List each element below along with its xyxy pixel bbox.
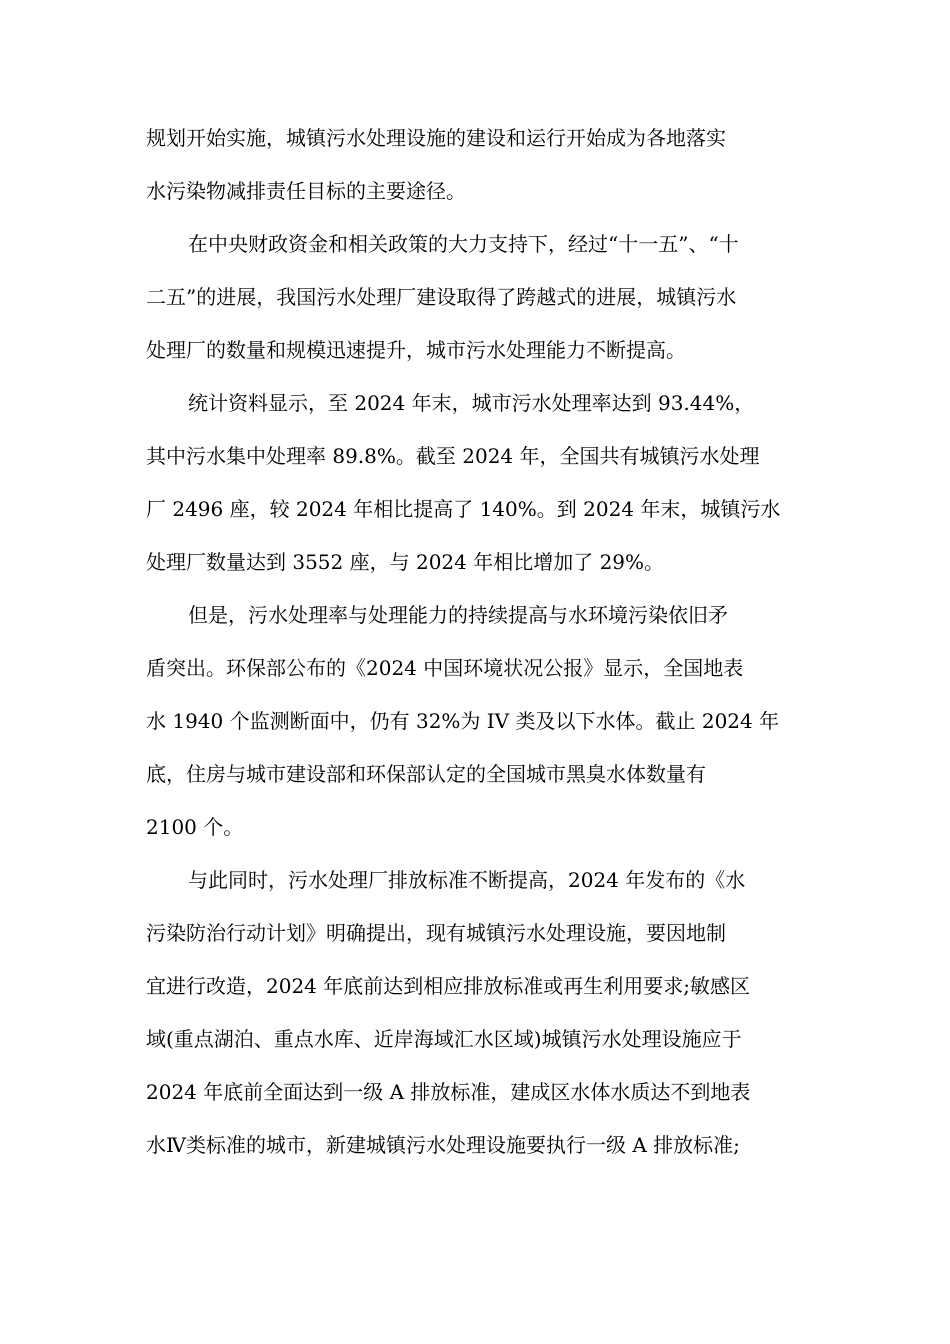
text-line: 在中央财政资金和相关政策的大力支持下，经过“十一五”、“十 (188, 232, 739, 256)
paragraph-1 (146, 112, 810, 218)
text-line: 二五”的进展，我国污水处理厂建设取得了跨越式的进展，城镇污水 (146, 285, 737, 309)
document-body (146, 112, 810, 1172)
paragraph-2 (146, 218, 810, 377)
text-line: 统计资料显示，至 2024 年末，城市污水处理率达到 93.44%， (188, 391, 755, 415)
text-line: 其中污水集中处理率 89.8%。截至 2024 年，全国共有城镇污水处理 (146, 444, 760, 468)
text-line: 但是，污水处理率与处理能力的持续提高与水环境污染依旧矛 (188, 603, 728, 627)
text-line: 域(重点湖泊、重点水库、近岸海域汇水区域)城镇污水处理设施应于 (146, 1027, 742, 1051)
text-line: 污染防治行动计划》明确提出，现有城镇污水处理设施，要因地制 (146, 921, 726, 945)
text-line: 盾突出。环保部公布的《2024 中国环境状况公报》显示，全国地表 (146, 656, 744, 680)
text-line: 处理厂数量达到 3552 座，与 2024 年相比增加了 29%。 (146, 550, 665, 574)
text-line: 水污染物减排责任目标的主要途径。 (146, 179, 466, 203)
text-line: 处理厂的数量和规模迅速提升，城市污水处理能力不断提高。 (146, 338, 686, 362)
text-line: 2100 个。 (146, 815, 244, 839)
text-line: 与此同时，污水处理厂排放标准不断提高，2024 年发布的《水 (188, 868, 746, 892)
text-line: 水 1940 个监测断面中，仍有 32%为 IV 类及以下水体。截止 2024 年 (146, 709, 780, 733)
text-line: 厂 2496 座，较 2024 年相比提高了 140%。到 2024 年末，城镇污水 (146, 497, 781, 521)
paragraph-4 (146, 589, 810, 854)
text-line: 水Ⅳ类标准的城市，新建城镇污水处理设施要执行一级 A 排放标准; (146, 1133, 740, 1157)
paragraph-5 (146, 854, 810, 1172)
text-line: 规划开始实施，城镇污水处理设施的建设和运行开始成为各地落实 (146, 126, 726, 150)
text-line: 宜进行改造，2024 年底前达到相应排放标准或再生利用要求;敏感区 (146, 974, 750, 998)
text-line: 2024 年底前全面达到一级 A 排放标准，建成区水体水质达不到地表 (146, 1080, 751, 1104)
text-line: 底，住房与城市建设部和环保部认定的全国城市黑臭水体数量有 (146, 762, 706, 786)
paragraph-3 (146, 377, 810, 589)
